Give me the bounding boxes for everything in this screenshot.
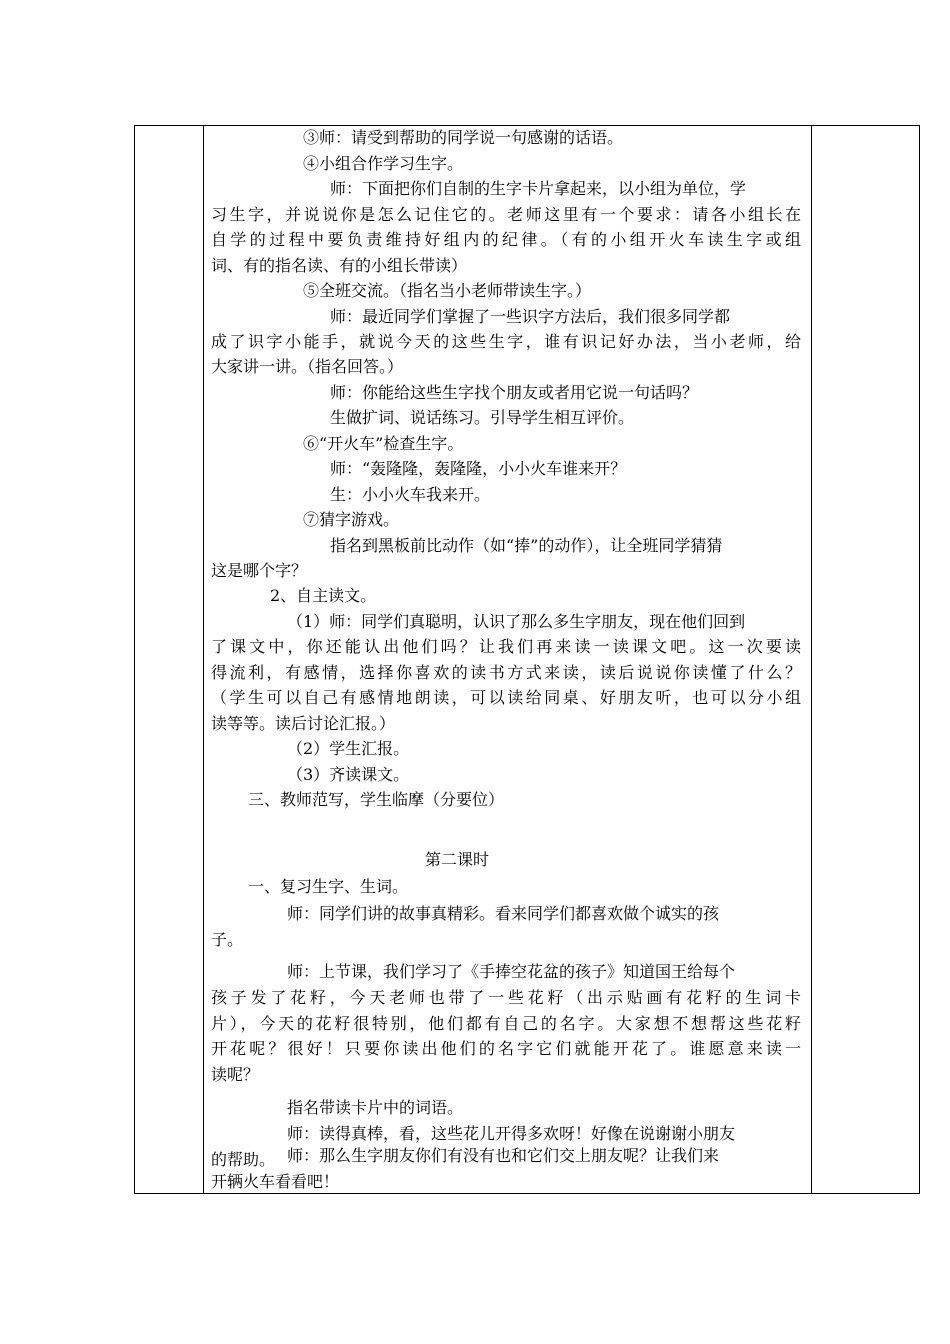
text-line: 师：你能给这些生字找个朋友或者用它说一句话吗？ [330, 383, 699, 402]
text-line: 师：上节课，我们学习了《手捧空花盆的孩子》知道国王给每个 [287, 962, 736, 981]
text-line: 开辆火车看看吧！ [211, 1172, 340, 1191]
text-line: （3）齐读课文。 [287, 765, 410, 784]
section-heading: 第二课时 [425, 850, 490, 869]
text-line: 生：小小火车我来开。 [330, 485, 491, 504]
column-divider [811, 126, 812, 1193]
text-line: ④小组合作学习生字。 [303, 154, 464, 173]
text-line: 子。 [211, 930, 244, 949]
text-line: 师：那么生字朋友你们有没有也和它们交上朋友呢？让我们来 [287, 1146, 720, 1165]
text-line: 一、复习生字、生词。 [248, 877, 409, 896]
text-line: 师：下面把你们自制的生字卡片拿起来，以小组为单位，学 [330, 179, 747, 198]
text-line: 2、自主读文。 [270, 586, 377, 605]
text-line: 孩子发了花籽，今天老师也带了一些花籽（出示贴画有花籽的生词卡 [211, 988, 801, 1007]
text-line: 生做扩词、说话练习。引导学生相互评价。 [330, 408, 635, 427]
text-line: 师：读得真棒，看，这些花儿开得多欢呀！好像在说谢谢小朋友 [287, 1124, 736, 1143]
text-line: 指名到黑板前比动作（如“捧”的动作），让全班同学猜猜 [330, 536, 723, 555]
text-line: 成了识字小能手，就说今天的这些生字，谁有识记好办法，当小老师，给 [211, 332, 801, 351]
text-line: 三、教师范写，学生临摩（分要位） [248, 790, 505, 809]
text-line: 大家讲一讲。（指名回答。） [211, 357, 404, 376]
text-line: 读等等。读后讨论汇报。） [211, 714, 396, 733]
text-line: （2）学生汇报。 [287, 739, 410, 758]
text-line: 师：“轰隆隆，轰隆隆，小小火车谁来开？ [330, 459, 627, 478]
column-divider [203, 126, 204, 1193]
text-line: 得流利，有感情，选择你喜欢的读书方式来读，读后说说你读懂了什么？ [211, 663, 801, 682]
text-line: ⑥“开火车”检查生字。 [303, 434, 464, 453]
text-line: 读呢？ [211, 1065, 260, 1084]
text-line: 片），今天的花籽很特别，他们都有自己的名字。大家想不想帮这些花籽 [211, 1014, 801, 1033]
text-line: 师：同学们讲的故事真精彩。看来同学们都喜欢做个诚实的孩 [287, 904, 720, 923]
text-line: 师：最近同学们掌握了一些识字方法后，我们很多同学都 [330, 307, 731, 326]
text-line: ③师：请受到帮助的同学说一句感谢的话语。 [303, 128, 624, 147]
text-line: 习生字，并说说你是怎么记住它的。老师这里有一个要求：请各小组长在 [211, 205, 801, 224]
text-line: （学生可以自己有感情地朗读，可以读给同桌、好朋友听，也可以分小组 [211, 688, 801, 707]
text-line: 开花呢？很好！只要你读出他们的名字它们就能开花了。谁愿意来读一 [211, 1039, 801, 1058]
text-line: 自学的过程中要负责维持好组内的纪律。（有的小组开火车读生字或组 [211, 230, 801, 249]
text-line: 了课文中，你还能认出他们吗？让我们再来读一读课文吧。这一次要读 [211, 637, 801, 656]
text-line: 词、有的指名读、有的小组长带读） [211, 256, 468, 275]
text-line: ⑦猜字游戏。 [303, 510, 400, 529]
text-line: 指名带读卡片中的词语。 [287, 1098, 464, 1117]
text-line: 这是哪个字？ [211, 561, 308, 580]
text-line: （1）师：同学们真聪明，认识了那么多生字朋友，现在他们回到 [287, 612, 746, 631]
text-line: 的帮助。 [211, 1150, 276, 1169]
text-line: ⑤全班交流。（指名当小老师带读生字。） [303, 281, 592, 300]
